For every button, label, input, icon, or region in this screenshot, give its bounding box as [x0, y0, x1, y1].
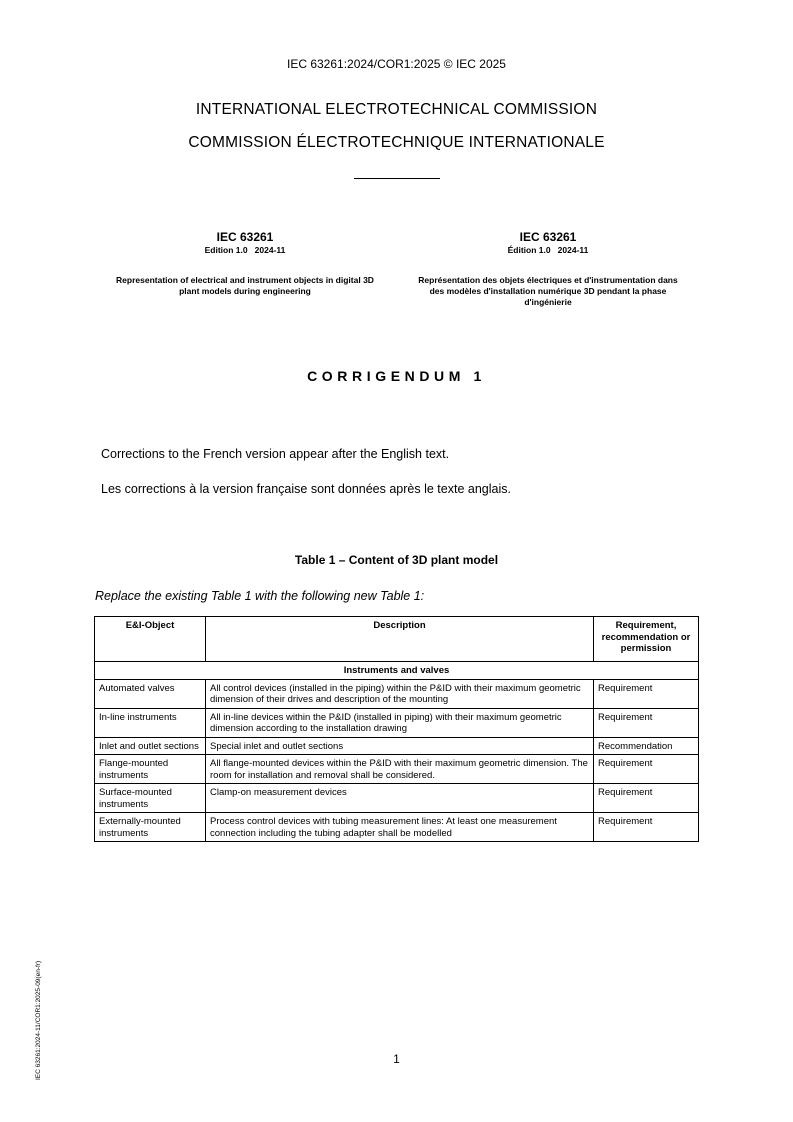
table-caption: Table 1 – Content of 3D plant model: [294, 553, 499, 567]
cell-description: All flange-mounted devices within the P&ID with their maximum geometric dimension. The room for installation and removal shall be considered.: [206, 755, 594, 784]
cell-description: All in-line devices within the P&ID (installed in piping) with their maximum geometric dimension according to the installation drawing: [206, 708, 594, 737]
title-divider: [354, 178, 440, 179]
cell-object: Flange-mounted instruments: [95, 755, 206, 784]
table-row: [95, 784, 699, 813]
cell-object: In-line instruments: [95, 708, 206, 737]
table-header-row: [95, 617, 699, 662]
standard-info-fr: [413, 230, 683, 308]
organization-name-fr: COMMISSION ÉLECTROTECHNIQUE INTERNATIONALE: [188, 134, 605, 151]
cell-requirement: Requirement: [594, 755, 699, 784]
standard-edition-fr: Édition 1.0 2024-11: [507, 245, 589, 255]
column-header-object: E&I-Object: [95, 617, 206, 662]
standard-number-en: IEC 63261: [216, 230, 274, 244]
cell-requirement: Recommendation: [594, 737, 699, 755]
table-row: [95, 813, 699, 842]
column-header-description: Description: [206, 617, 594, 662]
table-group-row: [95, 662, 699, 680]
cell-requirement: Requirement: [594, 708, 699, 737]
cell-requirement: Requirement: [594, 813, 699, 842]
cell-description: Process control devices with tubing measurement lines: At least one measurement connection including the tubing adapter shall be modelled: [206, 813, 594, 842]
header-reference: IEC 63261:2024/COR1:2025 © IEC 2025: [287, 57, 506, 71]
table-row: [95, 737, 699, 755]
content-table: [94, 616, 699, 842]
page-number: 1: [393, 1052, 400, 1066]
column-header-requirement: Requirement, recommendation or permission: [594, 617, 699, 662]
standard-info-en: [110, 230, 380, 297]
cell-object: Inlet and outlet sections: [95, 737, 206, 755]
side-document-identifier: IEC 63261:2024-11/COR1:2025-09(en-fr): [35, 960, 42, 1080]
note-english: Corrections to the French version appear after the English text.: [101, 447, 450, 461]
table-row: [95, 755, 699, 784]
note-french: Les corrections à la version française sont données après le texte anglais.: [101, 482, 511, 496]
cell-requirement: Requirement: [594, 679, 699, 708]
cell-requirement: Requirement: [594, 784, 699, 813]
cell-object: Surface-mounted instruments: [95, 784, 206, 813]
cell-object: Automated valves: [95, 679, 206, 708]
cell-object: Externally-mounted instruments: [95, 813, 206, 842]
table-instruction: Replace the existing Table 1 with the following new Table 1:: [95, 589, 425, 603]
table-row: [95, 708, 699, 737]
standard-number-fr: IEC 63261: [519, 230, 577, 244]
standard-edition-en: Edition 1.0 2024-11: [204, 245, 286, 255]
standard-title-en: Representation of electrical and instrument objects in digital 3D plant models during engineering: [116, 275, 374, 296]
corrigendum-title: CORRIGENDUM 1: [307, 368, 486, 384]
organization-name-en: INTERNATIONAL ELECTROTECHNICAL COMMISSION: [195, 101, 598, 118]
cell-description: Special inlet and outlet sections: [206, 737, 594, 755]
standard-title-fr: Représentation des objets électriques et d'instrumentation dans des modèles d'installation numérique 3D pendant la phase d'ingénierie: [418, 275, 678, 307]
cell-description: Clamp-on measurement devices: [206, 784, 594, 813]
table-row: [95, 679, 699, 708]
table-group-label: Instruments and valves: [95, 662, 699, 680]
cell-description: All control devices (installed in the piping) within the P&ID with their maximum geometric dimension of their drives and description of the mounting: [206, 679, 594, 708]
